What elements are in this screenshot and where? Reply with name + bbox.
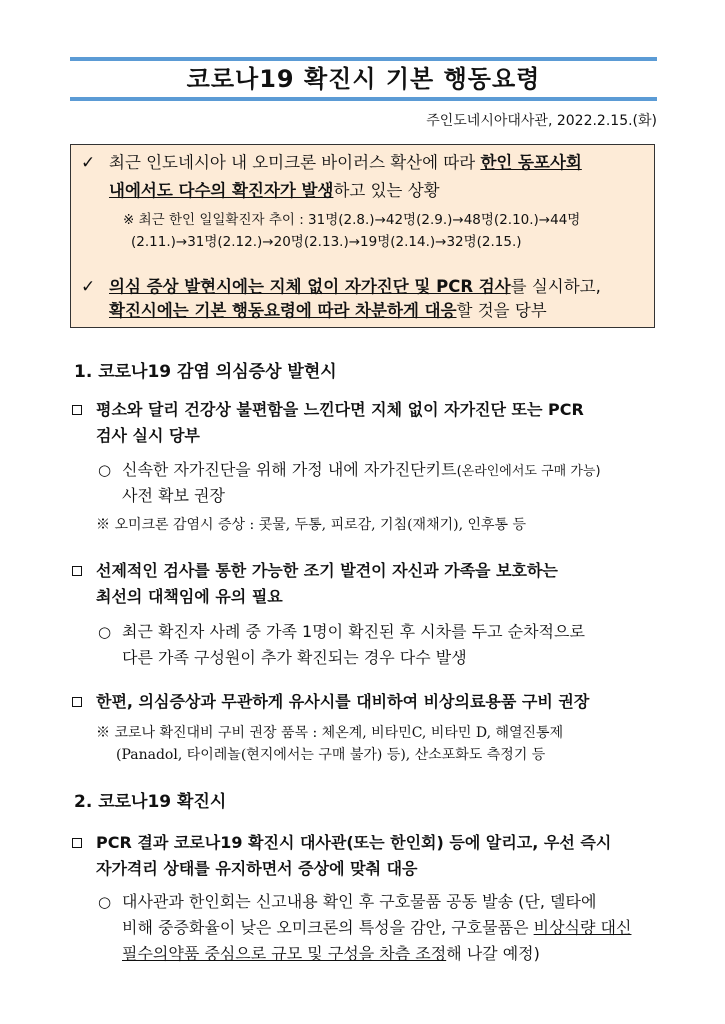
section1-sub1-line2: 사전 확보 권장: [122, 486, 225, 505]
check-icon: ✓: [81, 277, 96, 297]
summary-note-line2: (2.11.)→31명(2.12.)→20명(2.13.)→19명(2.14.)→32명(2.15.): [131, 234, 522, 250]
summary-item2-line2: [109, 297, 547, 325]
summary-item1-line2: [109, 177, 440, 205]
section2-heading: 2. 코로나19 확진시: [74, 792, 227, 812]
circle-bullet-icon: ○: [98, 893, 112, 911]
summary-item1-text: 최근 인도네시아 내 오미크론 바이러스 확산에 따라: [109, 153, 481, 172]
section2-sub1-text-end: 해 나갈 예정): [446, 944, 540, 963]
section1-bullet1-line1: 평소와 달리 건강상 불편함을 느낀다면 지체 없이 자가진단 또는 PCR: [96, 400, 584, 419]
summary-item1-text-end: 하고 있는 상황: [333, 181, 440, 200]
dateline: 주인도네시아대사관, 2022.2.15.(화): [426, 113, 657, 129]
summary-item1-emphasis: 한인 동포사회: [480, 153, 582, 172]
section1-sub2-line2: 다른 가족 구성원이 추가 확진되는 경우 다수 발생: [122, 648, 467, 667]
summary-box: [70, 144, 655, 328]
section1-sub2-line1: 최근 확진자 사례 중 가족 1명이 확진된 후 시차를 두고 순차적으로: [122, 622, 585, 641]
title-bottom-rule: [70, 97, 657, 101]
summary-item2-emphasis-2: 확진시에는 기본 행동요령에 따라 차분하게 대응: [109, 301, 457, 320]
summary-note-line1: ※ 최근 한인 일일확진자 추이 : 31명(2.8.)→42명(2.9.)→48명(2.10.)→44명: [123, 212, 581, 228]
section2-bullet1-line1: PCR 결과 코로나19 확진시 대사관(또는 한인회) 등에 알리고, 우선 즉시: [96, 833, 612, 852]
summary-item2-emphasis: 의심 증상 발현시에는 지체 없이 자가진단 및 PCR 검사: [109, 277, 511, 296]
section2-sub1-underlined-2: 필수의약품 중심으로 규모 및 구성을 차츰 조정: [122, 944, 447, 963]
section1-sub1-aside: (온라인에서도 구매 가능): [456, 464, 601, 479]
square-bullet-icon: [72, 697, 82, 707]
summary-item2-text: 를 실시하고,: [510, 277, 601, 296]
section1-bullet1-line2: 검사 실시 당부: [96, 426, 200, 445]
section1-bullet2-line1: 선제적인 검사를 통한 가능한 조기 발견이 자신과 가족을 보호하는: [96, 561, 558, 580]
summary-item1-emphasis-2: 내에서도 다수의 확진자가 발생: [109, 181, 334, 200]
section1-heading: 1. 코로나19 감염 의심증상 발현시: [74, 362, 337, 382]
section1-bullet3: 한편, 의심증상과 무관하게 유사시를 대비하여 비상의료용품 구비 권장: [96, 692, 590, 711]
section1-sub1-text: 신속한 자가진단을 위해 가정 내에 자가진단키트: [122, 460, 457, 479]
section1-note1: ※ 오미크론 감염시 증상 : 콧물, 두통, 피로감, 기침(재채기), 인후통 등: [96, 517, 527, 533]
circle-bullet-icon: ○: [98, 461, 112, 479]
section2-sub1-text: 비해 중증화율이 낮은 오미크론의 특성을 감안, 구호물품은: [122, 918, 534, 937]
title-top-rule: [70, 57, 657, 61]
document-title: 코로나19 확진시 기본 행동요령: [186, 65, 541, 93]
section2-sub1-line1: 대사관과 한인회는 신고내용 확인 후 구호물품 공동 발송 (단, 델타에: [122, 892, 597, 911]
summary-item2-text-end: 할 것을 당부: [456, 301, 547, 320]
circle-bullet-icon: ○: [98, 623, 112, 641]
section1-bullet2-line2: 최선의 대책임에 유의 필요: [96, 587, 283, 606]
summary-item1-line1: [109, 149, 582, 177]
check-icon: ✓: [81, 153, 96, 173]
square-bullet-icon: [72, 566, 82, 576]
section1-note2-line1: ※ 코로나 확진대비 구비 권장 품목 : 체온계, 비타민C, 비타민 D, 해열진통제: [96, 725, 564, 741]
section2-bullet1-line2: 자가격리 상태를 유지하면서 증상에 맞춰 대응: [96, 859, 418, 878]
section2-sub1-underlined: 비상식량 대신: [533, 918, 632, 937]
section2-sub1-line2: [122, 914, 631, 942]
square-bullet-icon: [72, 838, 82, 848]
square-bullet-icon: [72, 405, 82, 415]
section1-note2-line2: (Panadol, 타이레놀(현지에서는 구매 불가) 등), 산소포화도 측정기 등: [116, 747, 546, 763]
section2-sub1-line3: [122, 940, 540, 968]
